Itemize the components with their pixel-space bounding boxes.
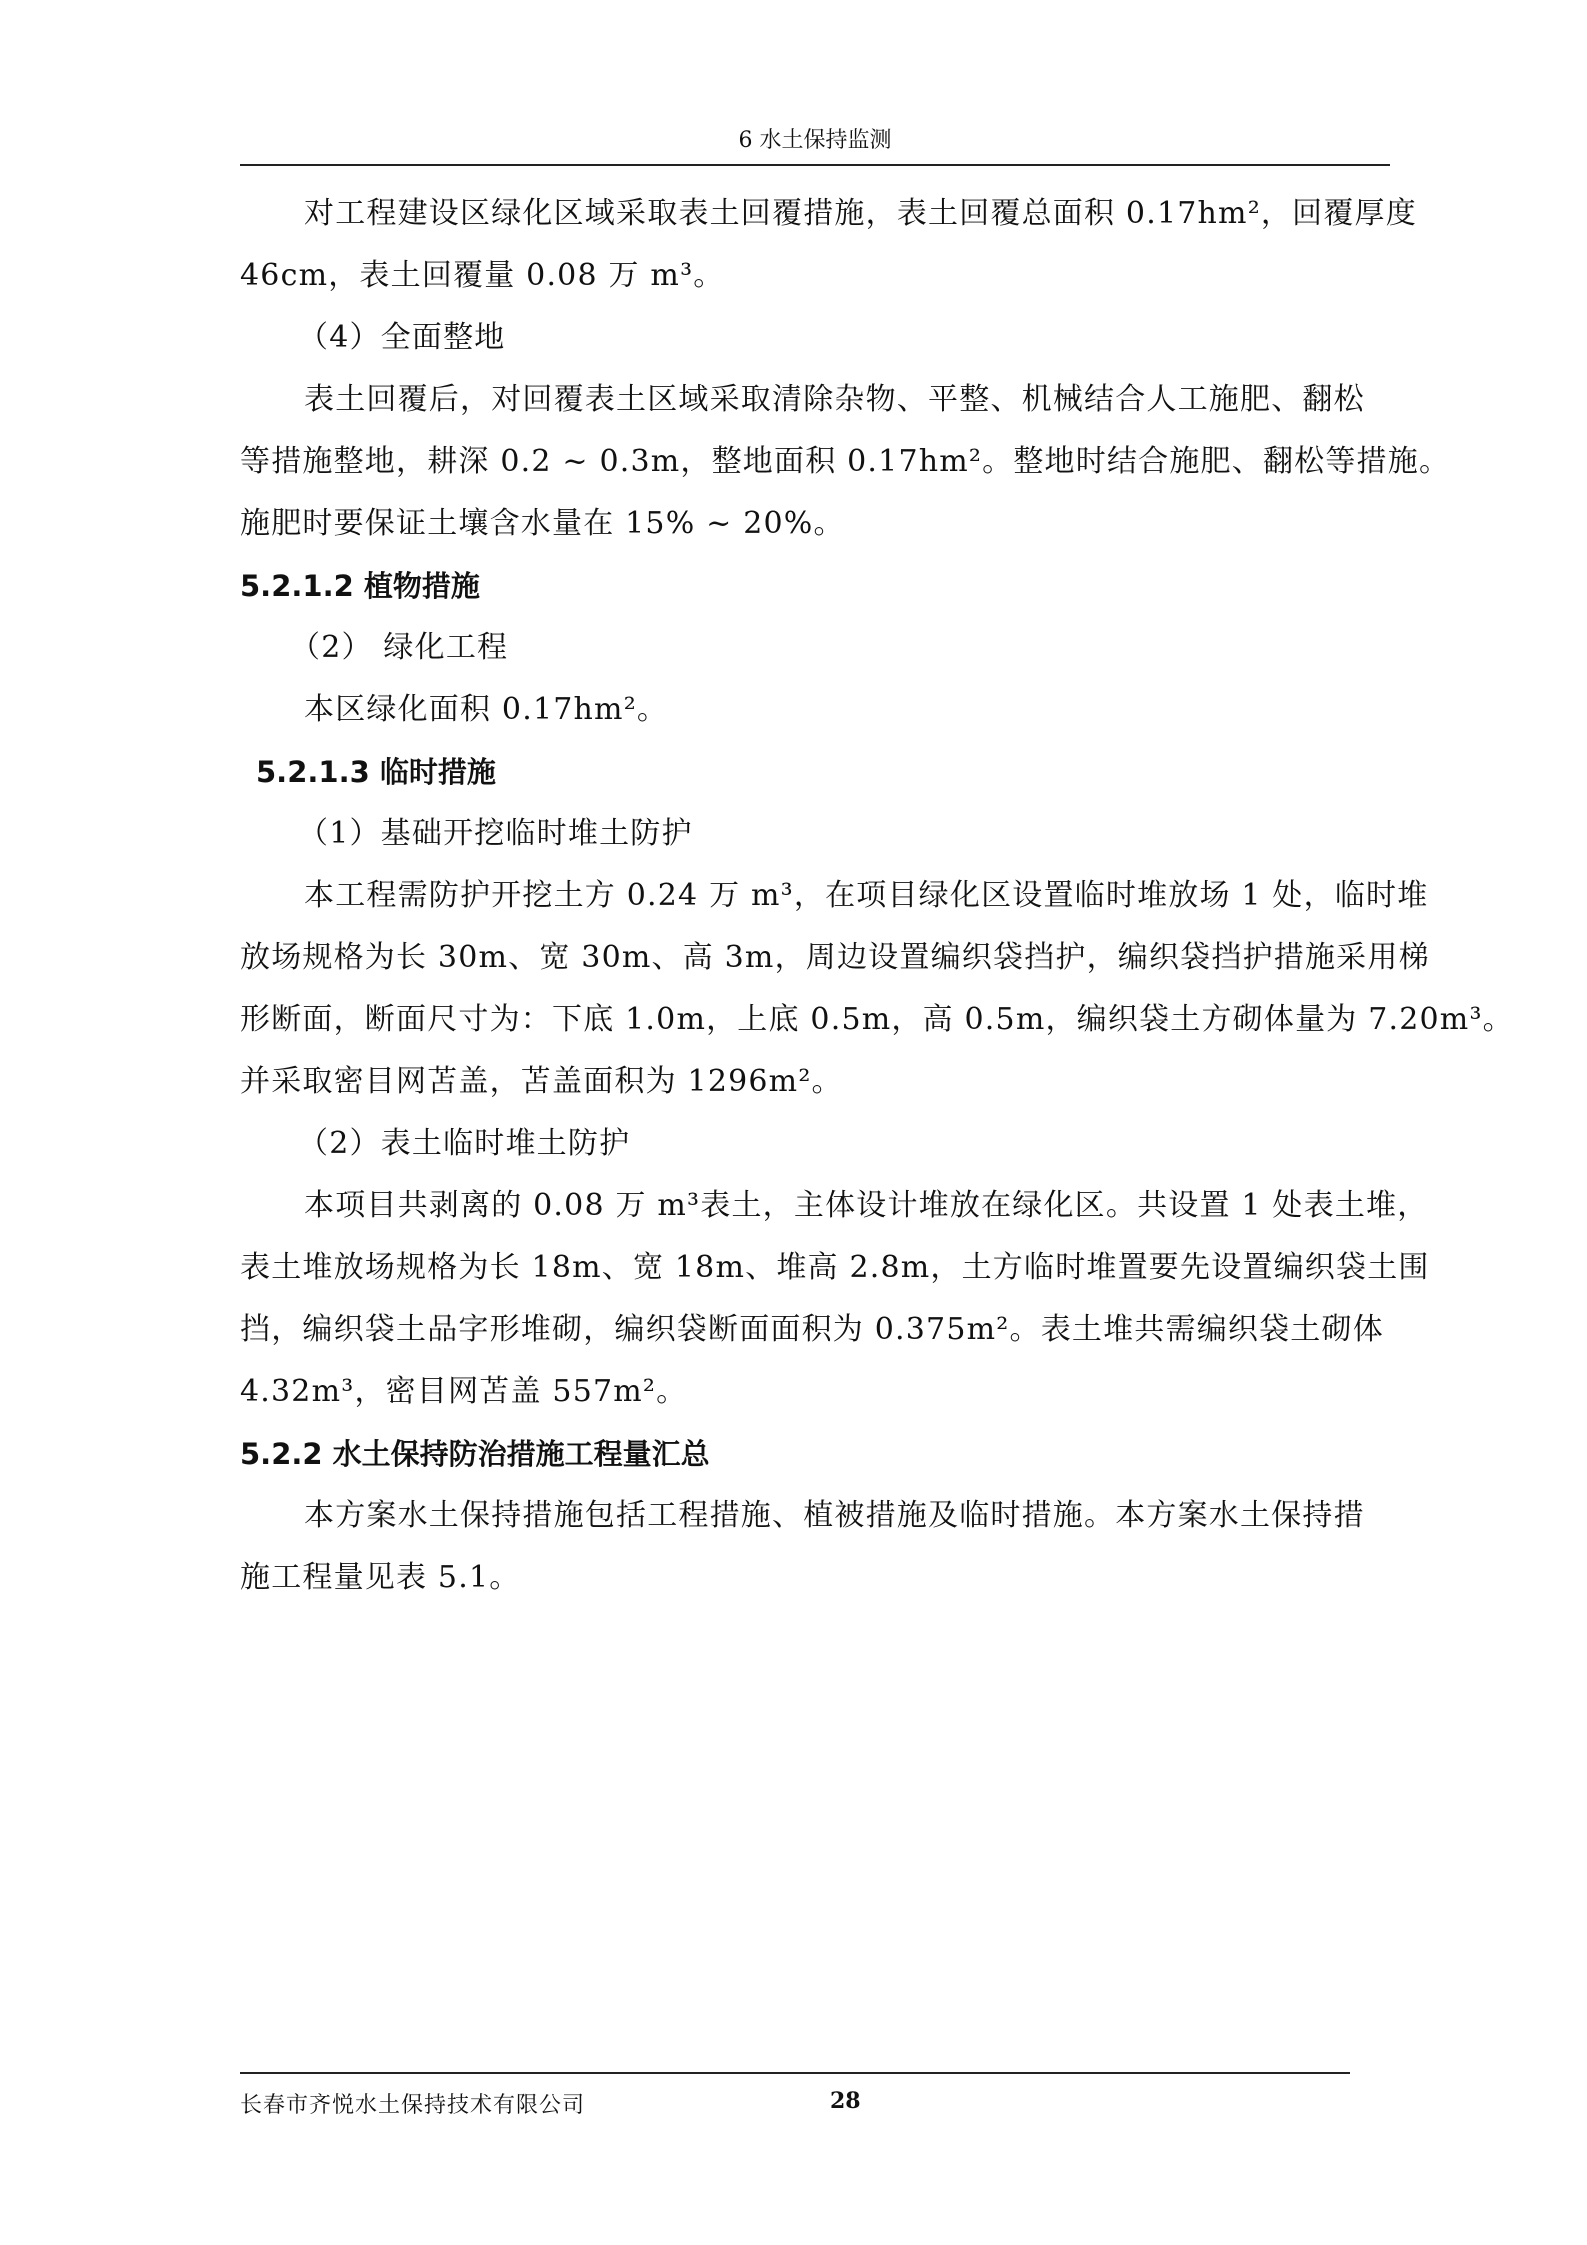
section-heading-522: 5.2.2 水土保持防治措施工程量汇总 xyxy=(240,1437,710,1471)
paragraph-line: 本项目共剥离的 0.08 万 m³表土，主体设计堆放在绿化区。共设置 1 处表土堆， xyxy=(304,1188,1429,1223)
item-title-topsoil-protection: （2）表土临时堆土防护 xyxy=(298,1126,631,1161)
paragraph-line: 表土堆放场规格为长 18m、宽 18m、堆高 2.8m，土方临时堆置要先设置编织袋土围 xyxy=(240,1250,1430,1285)
paragraph-line: 46cm，表土回覆量 0.08 万 m³。 xyxy=(240,258,725,293)
page-header xyxy=(240,118,1390,166)
page-footer xyxy=(240,2072,1350,2124)
paragraph-line: 施肥时要保证土壤含水量在 15% ~ 20%。 xyxy=(240,506,845,541)
paragraph-line: 施工程量见表 5.1。 xyxy=(240,1560,521,1595)
item-title-greening: （2） 绿化工程 xyxy=(290,630,509,665)
paragraph-line: 形断面，断面尺寸为：下底 1.0m，上底 0.5m，高 0.5m，编织袋土方砌体量为 7.20m³。 xyxy=(240,1002,1514,1037)
item-title-full-grading: （4）全面整地 xyxy=(298,320,506,355)
paragraph-line: 放场规格为长 30m、宽 30m、高 3m，周边设置编织袋挡护，编织袋挡护措施采用梯 xyxy=(240,940,1430,975)
paragraph-line: 等措施整地，耕深 0.2 ~ 0.3m，整地面积 0.17hm²。整地时结合施肥、翻松等措施。 xyxy=(240,444,1451,479)
paragraph-line: 本区绿化面积 0.17hm²。 xyxy=(304,692,669,727)
document-body xyxy=(240,183,1514,1609)
paragraph-line: 并采取密目网苫盖，苫盖面积为 1296m²。 xyxy=(240,1064,843,1099)
paragraph-line: 表土回覆后，对回覆表土区域采取清除杂物、平整、机械结合人工施肥、翻松 xyxy=(304,382,1365,417)
footer-company-name: 长春市齐悦水土保持技术有限公司 xyxy=(240,2093,586,2118)
section-heading-5213: 5.2.1.3 临时措施 xyxy=(256,755,496,789)
paragraph-line: 对工程建设区绿化区域采取表土回覆措施，表土回覆总面积 0.17hm²，回覆厚度 xyxy=(304,196,1417,231)
section-heading-5212: 5.2.1.2 植物措施 xyxy=(240,569,480,603)
item-title-excavation-protection: （1）基础开挖临时堆土防护 xyxy=(298,816,693,851)
page-number: 28 xyxy=(830,2088,861,2114)
paragraph-line: 本方案水土保持措施包括工程措施、植被措施及临时措施。本方案水土保持措 xyxy=(304,1498,1365,1533)
paragraph-line: 4.32m³，密目网苫盖 557m²。 xyxy=(240,1374,688,1409)
chapter-title: 6 水土保持监测 xyxy=(738,128,892,153)
paragraph-line: 挡，编织袋土品字形堆砌，编织袋断面面积为 0.375m²。表土堆共需编织袋土砌体 xyxy=(240,1312,1384,1347)
paragraph-line: 本工程需防护开挖土方 0.24 万 m³，在项目绿化区设置临时堆放场 1 处，临时堆 xyxy=(304,878,1429,913)
